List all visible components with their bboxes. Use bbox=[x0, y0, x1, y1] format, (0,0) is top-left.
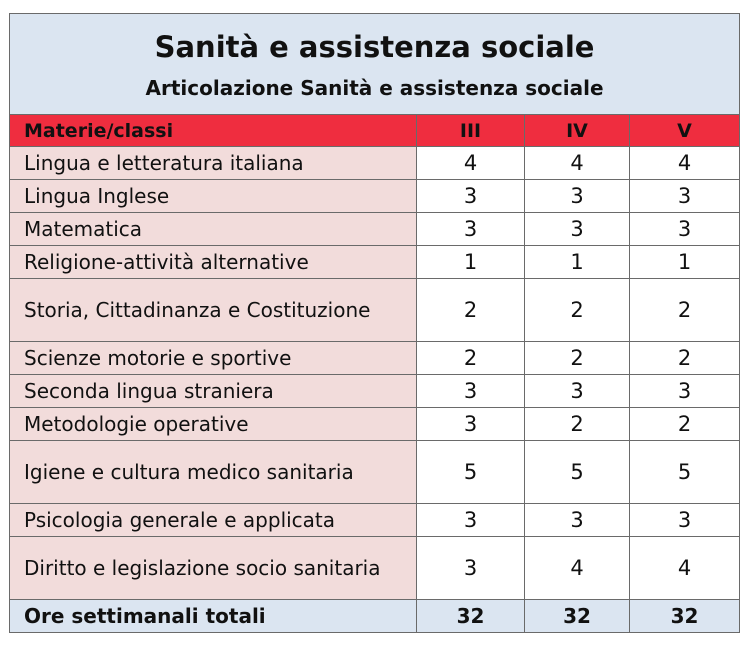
table-row bbox=[10, 408, 740, 441]
total-hours-cell: 32 bbox=[525, 600, 630, 633]
hours-cell: 3 bbox=[417, 213, 525, 246]
hours-cell: 2 bbox=[630, 408, 740, 441]
hours-cell: 4 bbox=[630, 537, 740, 600]
subject-cell: Religione-attività alternative bbox=[10, 246, 417, 279]
subject-cell: Metodologie operative bbox=[10, 408, 417, 441]
hours-cell: 3 bbox=[417, 408, 525, 441]
curriculum-table bbox=[9, 13, 740, 633]
hours-cell: 1 bbox=[417, 246, 525, 279]
hours-cell: 3 bbox=[630, 180, 740, 213]
hours-cell: 2 bbox=[525, 342, 630, 375]
subject-cell: Lingua Inglese bbox=[10, 180, 417, 213]
header-class-iii: III bbox=[417, 115, 525, 147]
hours-cell: 3 bbox=[525, 180, 630, 213]
hours-cell: 3 bbox=[417, 537, 525, 600]
hours-cell: 3 bbox=[417, 504, 525, 537]
table-row bbox=[10, 375, 740, 408]
hours-cell: 2 bbox=[417, 342, 525, 375]
hours-cell: 3 bbox=[630, 375, 740, 408]
hours-cell: 5 bbox=[417, 441, 525, 504]
total-label: Ore settimanali totali bbox=[10, 600, 417, 633]
table-row bbox=[10, 213, 740, 246]
table-title: Sanità e assistenza sociale bbox=[154, 30, 595, 64]
table-row bbox=[10, 279, 740, 342]
table-row bbox=[10, 441, 740, 504]
table-row bbox=[10, 537, 740, 600]
hours-cell: 4 bbox=[417, 147, 525, 180]
header-class-v: V bbox=[630, 115, 740, 147]
hours-cell: 5 bbox=[525, 441, 630, 504]
subject-cell: Matematica bbox=[10, 213, 417, 246]
hours-cell: 2 bbox=[525, 279, 630, 342]
hours-cell: 3 bbox=[417, 180, 525, 213]
subject-cell: Scienze motorie e sportive bbox=[10, 342, 417, 375]
curriculum-table-container bbox=[9, 13, 739, 633]
table-subtitle: Articolazione Sanità e assistenza sociale bbox=[145, 76, 604, 100]
subject-cell: Seconda lingua straniera bbox=[10, 375, 417, 408]
hours-cell: 3 bbox=[630, 213, 740, 246]
hours-cell: 3 bbox=[525, 213, 630, 246]
hours-cell: 2 bbox=[630, 279, 740, 342]
hours-cell: 2 bbox=[525, 408, 630, 441]
table-row bbox=[10, 180, 740, 213]
hours-cell: 3 bbox=[630, 504, 740, 537]
table-row bbox=[10, 246, 740, 279]
table-row bbox=[10, 504, 740, 537]
subject-cell: Diritto e legislazione socio sanitaria bbox=[10, 537, 417, 600]
total-hours-cell: 32 bbox=[417, 600, 525, 633]
hours-cell: 2 bbox=[630, 342, 740, 375]
total-hours-cell: 32 bbox=[630, 600, 740, 633]
hours-cell: 3 bbox=[525, 504, 630, 537]
hours-cell: 4 bbox=[630, 147, 740, 180]
subject-cell: Igiene e cultura medico sanitaria bbox=[10, 441, 417, 504]
hours-cell: 3 bbox=[525, 375, 630, 408]
title-block bbox=[10, 14, 740, 115]
hours-cell: 4 bbox=[525, 147, 630, 180]
table-row bbox=[10, 342, 740, 375]
hours-cell: 4 bbox=[525, 537, 630, 600]
subject-cell: Storia, Cittadinanza e Costituzione bbox=[10, 279, 417, 342]
hours-cell: 3 bbox=[417, 375, 525, 408]
total-row bbox=[10, 600, 740, 633]
hours-cell: 1 bbox=[525, 246, 630, 279]
hours-cell: 2 bbox=[417, 279, 525, 342]
table-row bbox=[10, 147, 740, 180]
subject-cell: Lingua e letteratura italiana bbox=[10, 147, 417, 180]
subject-cell: Psicologia generale e applicata bbox=[10, 504, 417, 537]
hours-cell: 1 bbox=[630, 246, 740, 279]
header-subject: Materie/classi bbox=[10, 115, 417, 147]
header-class-iv: IV bbox=[525, 115, 630, 147]
header-row bbox=[10, 115, 740, 147]
hours-cell: 5 bbox=[630, 441, 740, 504]
